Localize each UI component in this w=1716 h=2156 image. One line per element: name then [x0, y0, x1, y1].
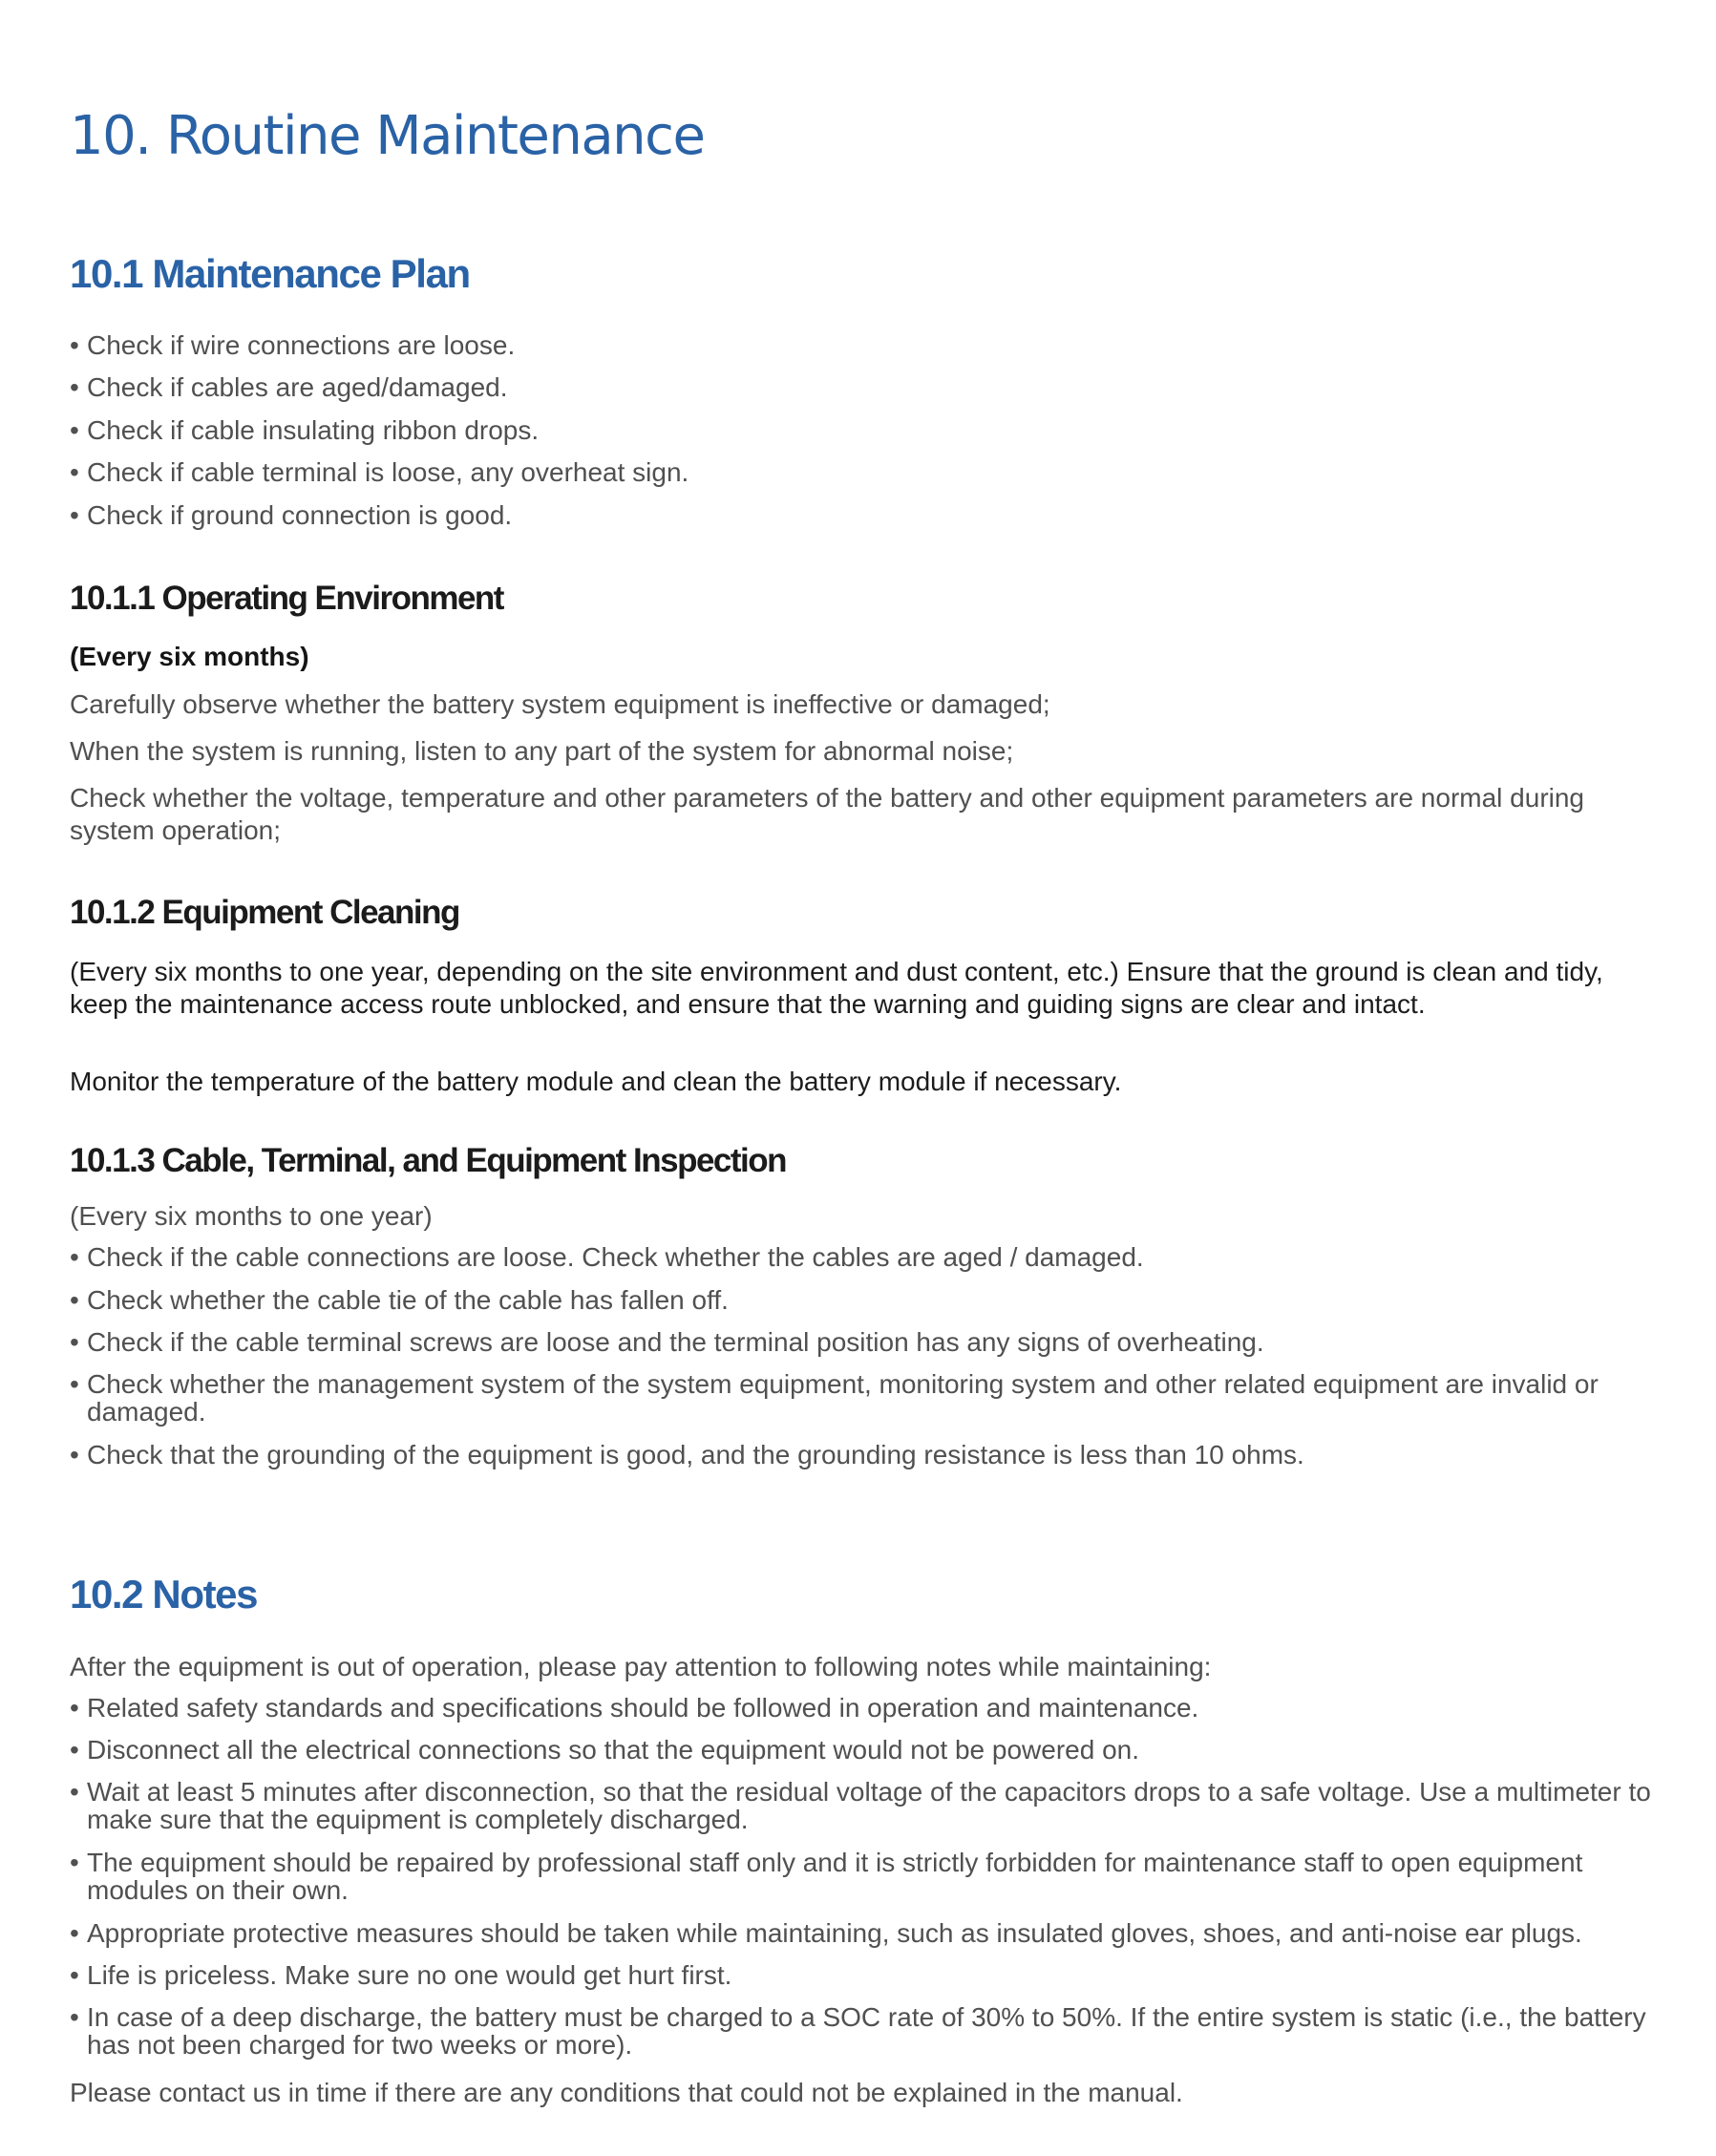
operating-environment-frequency: (Every six months)	[70, 642, 309, 671]
notes-intro: After the equipment is out of operation, please pay attention to following notes while maintaining:	[70, 1652, 1212, 1681]
paragraph: (Every six months to one year, depending on the site environment and dust content, etc.) Ensure that the ground is clean and tidy, keep the maintenance access route unblocked, and ensure that the warning and guiding signs are clear and intact.	[70, 957, 1603, 1019]
list-item: • In case of a deep discharge, the battery must be charged to a SOC rate of 30% to 50%. If the entire system is static (i.e., the battery has not been charged for two weeks or more).	[70, 2003, 1653, 2059]
page-title: 10. Routine Maintenance	[70, 105, 705, 167]
paragraph: Monitor the temperature of the battery module and clean the battery module if necessary.	[70, 1067, 1122, 1096]
list-item: • Check whether the management system of the system equipment, monitoring system and other related equipment are invalid or damaged.	[70, 1370, 1653, 1426]
list-item: • Check that the grounding of the equipment is good, and the grounding resistance is less than 10 ohms.	[70, 1441, 1653, 1469]
list-item: • Disconnect all the electrical connections so that the equipment would not be powered on.	[70, 1736, 1653, 1764]
list-item: • Check whether the cable tie of the cable has fallen off.	[70, 1286, 1653, 1314]
section-heading-maintenance-plan: 10.1 Maintenance Plan	[70, 251, 470, 296]
subsection-heading-cable-inspection: 10.1.3 Cable, Terminal, and Equipment Inspection	[70, 1142, 787, 1179]
cable-inspection-frequency: (Every six months to one year)	[70, 1201, 433, 1231]
section-heading-notes: 10.2 Notes	[70, 1572, 258, 1617]
list-item: • The equipment should be repaired by professional staff only and it is strictly forbidden for maintenance staff to open equipment modules on their own.	[70, 1849, 1653, 1904]
closing-note: Please contact us in time if there are any conditions that could not be explained in the manual.	[70, 2078, 1183, 2107]
subsection-heading-operating-environment: 10.1.1 Operating Environment	[70, 580, 503, 617]
list-item: • Appropriate protective measures should be taken while maintaining, such as insulated gloves, shoes, and anti-noise ear plugs.	[70, 1919, 1653, 1947]
paragraph: Check whether the voltage, temperature and other parameters of the battery and other equipment parameters are normal during system operation;	[70, 783, 1585, 845]
list-item: • Check if cable insulating ribbon drops.	[70, 416, 1653, 444]
list-item: • Check if wire connections are loose.	[70, 331, 1653, 359]
list-item: • Check if ground connection is good.	[70, 501, 1653, 529]
list-item: • Check if cable terminal is loose, any overheat sign.	[70, 458, 1653, 486]
paragraph: When the system is running, listen to any part of the system for abnormal noise;	[70, 736, 1014, 766]
list-item: • Wait at least 5 minutes after disconnection, so that the residual voltage of the capacitors drops to a safe voltage. Use a multimeter to make sure that the equipment is completely discharged.	[70, 1778, 1653, 1833]
list-item: • Related safety standards and specifications should be followed in operation and maintenance.	[70, 1694, 1653, 1722]
list-item: • Life is priceless. Make sure no one would get hurt first.	[70, 1961, 1653, 1989]
list-item: • Check if the cable connections are loose. Check whether the cables are aged / damaged.	[70, 1243, 1653, 1271]
subsection-heading-equipment-cleaning: 10.1.2 Equipment Cleaning	[70, 894, 459, 931]
paragraph: Carefully observe whether the battery system equipment is ineffective or damaged;	[70, 689, 1050, 719]
list-item: • Check if the cable terminal screws are loose and the terminal position has any signs of overheating.	[70, 1328, 1653, 1356]
list-item: • Check if cables are aged/damaged.	[70, 373, 1653, 401]
